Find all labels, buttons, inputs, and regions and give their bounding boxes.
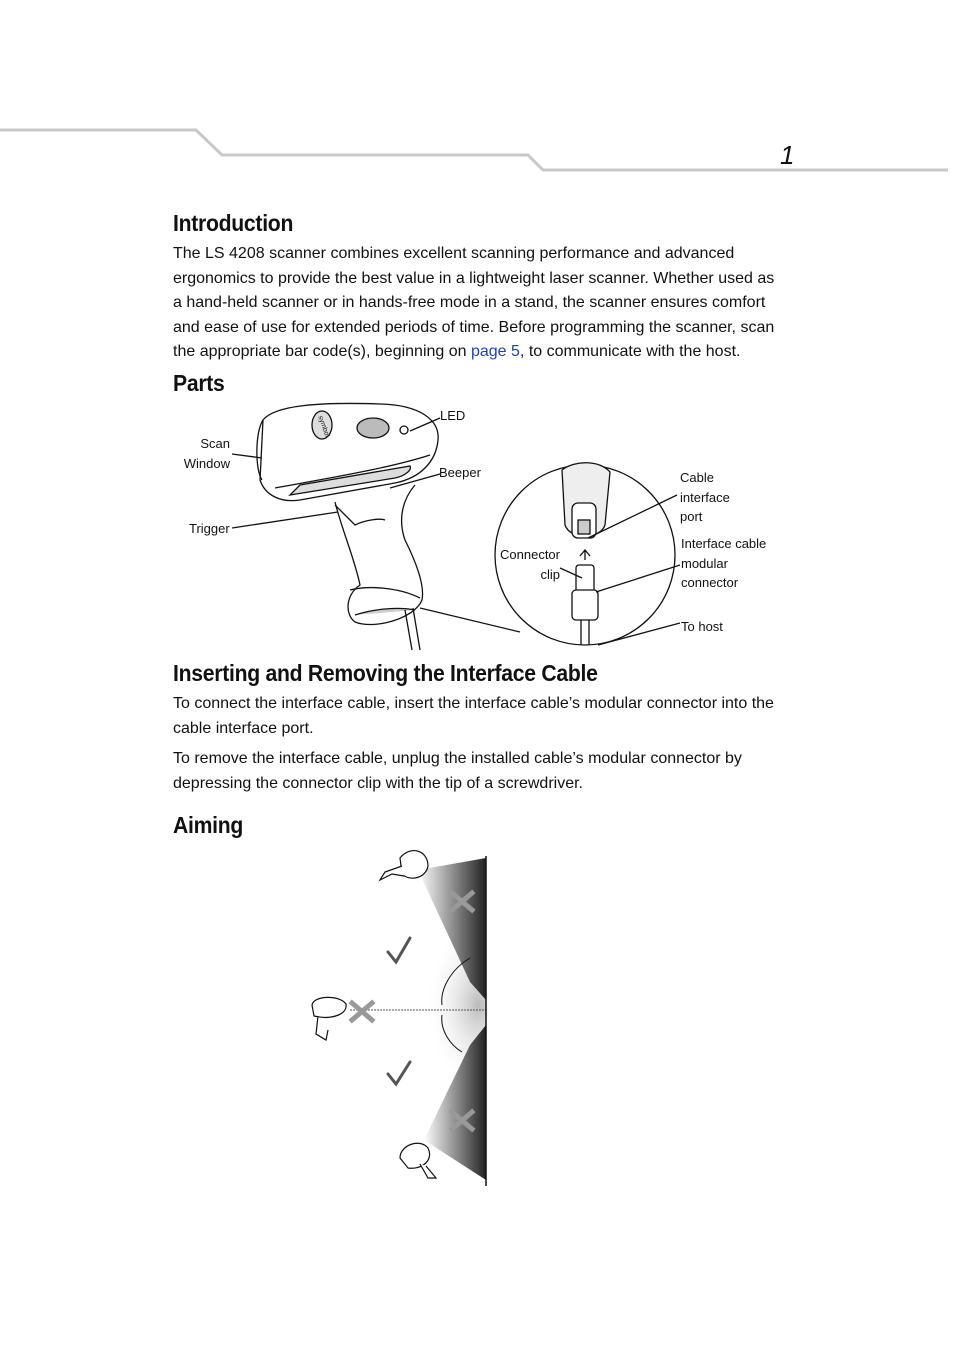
check-mark-icon: [388, 938, 410, 962]
label-modular-connector: Interface cable modular connector: [681, 536, 767, 590]
heading-aiming: Aiming: [173, 812, 244, 838]
introduction-text-end: , to communicate with the host.: [519, 343, 741, 360]
led-dot: [400, 426, 408, 434]
scanner-handle: [335, 485, 423, 625]
header-rule: [0, 120, 954, 180]
label-beeper: Beeper: [439, 465, 481, 480]
cross-mark-icon: [352, 1003, 372, 1020]
scanner-middle: [312, 997, 346, 1040]
label-cable-interface-port: Cable interface port: [680, 470, 730, 524]
heading-introduction: Introduction: [173, 210, 294, 236]
led-window: [357, 418, 389, 438]
label-led: LED: [440, 408, 466, 423]
page-number: 1: [780, 140, 795, 170]
inserting-paragraph-2: To remove the interface cable, unplug the installed cable’s modular connector by depressing the connector clip with the tip of a screwdriver.: [173, 750, 742, 792]
aiming-diagram: [300, 840, 500, 1195]
inserting-paragraph-1: To connect the interface cable, insert the interface cable’s modular connector into the cable interface port.: [173, 695, 774, 737]
label-to-host: To host: [681, 619, 723, 634]
scanner-bottom: [400, 1143, 436, 1178]
label-connector-clip: Connector clip: [500, 547, 560, 582]
scanner-top: [380, 851, 428, 880]
introduction-text: The LS 4208 scanner combines excellent scanning performance and advanced ergonomics to provide the best value in a lightweight laser scanner. Whether used as a hand-held scanner or in hands-free mode in a stand, the scanner ensures comfort and ease of use for extended periods of time. Before programming the scanner, scan the appropriate bar code(s), beginning on: [173, 245, 775, 360]
heading-parts: Parts: [173, 370, 225, 396]
introduction-paragraph: [173, 242, 783, 365]
heading-inserting-removing: Inserting and Removing the Interface Cable: [173, 660, 598, 686]
check-mark-icon: [388, 1062, 410, 1084]
label-trigger: Trigger: [189, 521, 230, 536]
page-5-link[interactable]: page 5: [470, 343, 520, 360]
label-scan-window: Scan Window: [183, 436, 230, 471]
logo-text: symbol: [316, 414, 331, 439]
